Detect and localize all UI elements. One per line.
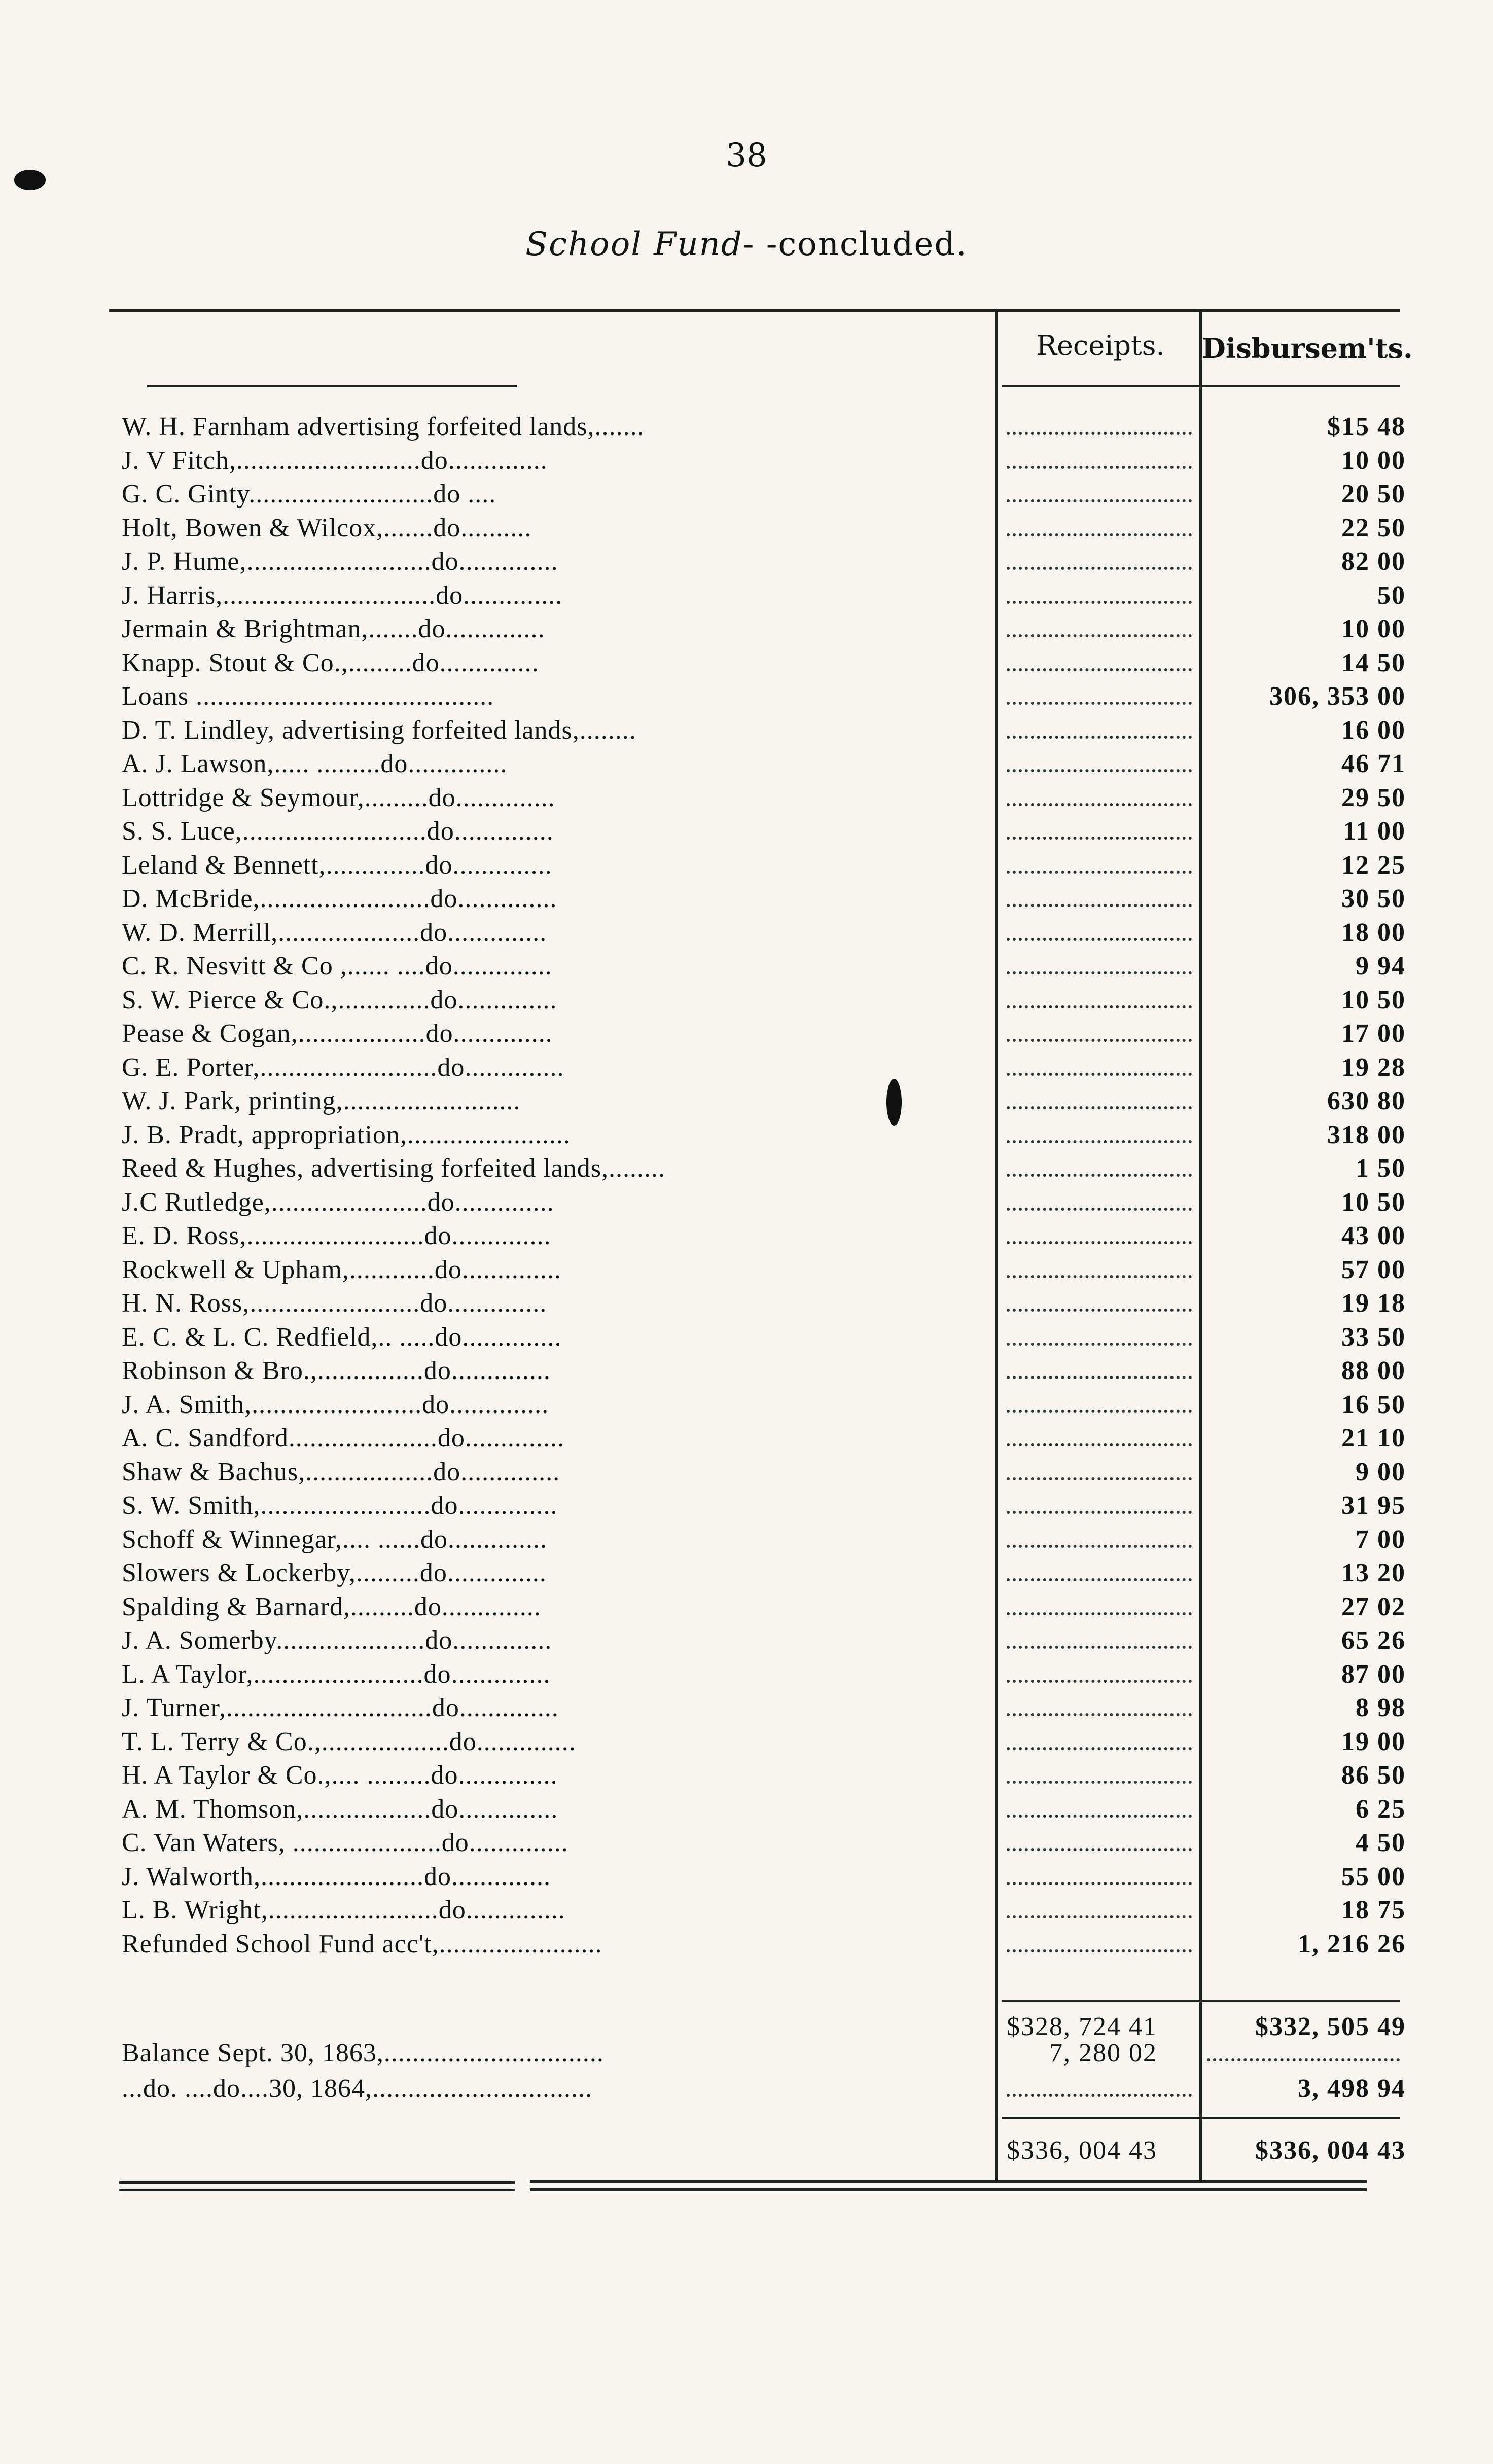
payee-name: Spalding & Barnard,.........do.............. [122,1592,541,1621]
disbursement-amount: 27 02 [1341,1592,1406,1621]
receipts-leader [1007,1376,1192,1379]
payee-name: C. Van Waters, .....................do.............. [122,1828,568,1857]
disbursement-amount: 1, 216 26 [1298,1929,1406,1959]
table-row [0,1794,1493,1828]
page-title [0,226,1493,263]
receipts-leader [1007,971,1192,974]
balance-receipts: 7, 280 02 [1049,2039,1157,2068]
receipts-leader [1007,1646,1192,1649]
receipts-leader [1007,1680,1192,1683]
disbursement-amount: 57 00 [1341,1255,1406,1284]
table-row [0,816,1493,850]
receipts-leader [1007,871,1192,874]
table-row [0,479,1493,513]
disbursement-amount: 318 00 [1327,1120,1406,1149]
receipts-leader [1007,1949,1192,1952]
receipts-leader [1007,1039,1192,1042]
receipts-leader [1007,1241,1192,1244]
disbursement-amount: 33 50 [1341,1322,1406,1352]
receipts-leader [1007,1410,1192,1413]
payee-name: Holt, Bowen & Wilcox,.......do.......... [122,513,532,542]
payee-name: L. B. Wright,........................do.............. [122,1896,565,1925]
closing-rule-right-2 [530,2188,1367,2191]
balance-label: Balance Sept. 30, 1863,............................... [122,2039,604,2068]
payee-name: E. D. Ross,.........................do.............. [122,1221,551,1250]
receipts-leader [1007,567,1192,570]
disbursement-amount: 19 18 [1341,1289,1406,1318]
table-row [0,1760,1493,1794]
receipts-leader [1007,1005,1192,1008]
disbursement-amount: 306, 353 00 [1269,682,1406,711]
receipts-leader [1007,1545,1192,1548]
payee-name: Refunded School Fund acc't,....................... [122,1929,602,1959]
payee-name: T. L. Terry & Co.,..................do.............. [122,1727,576,1756]
receipts-leader [1007,1747,1192,1750]
disbursement-amount: 16 00 [1341,715,1406,745]
payee-name: Loans .......................................... [122,682,494,711]
payee-name: J. A. Somerby.....................do.............. [122,1626,552,1655]
payee-name: J. P. Hume,..........................do.............. [122,547,558,576]
disbursement-amount: 8 98 [1356,1693,1406,1722]
disbursement-amount: 31 95 [1341,1491,1406,1520]
subtotal-rule [1002,2000,1400,2002]
table-row [0,1592,1493,1625]
payee-name: Lottridge & Seymour,.........do.............. [122,783,555,812]
table-row [0,1390,1493,1423]
disbursement-amount: 10 50 [1341,985,1406,1014]
table-row [0,1322,1493,1356]
disbursement-amount: 4 50 [1356,1828,1406,1857]
table-row [0,1255,1493,1288]
table-row [0,1558,1493,1591]
disbursement-amount: 19 00 [1341,1727,1406,1756]
balance-row [0,2074,1493,2107]
payee-name: Pease & Cogan,..................do.............. [122,1019,553,1048]
payee-name: J. A. Smith,........................do.............. [122,1390,549,1419]
receipts-leader [1007,1882,1192,1885]
payee-name: G. C. Ginty..........................do .... [122,480,496,509]
disbursement-amount: 43 00 [1341,1221,1406,1250]
disbursement-amount: 10 00 [1341,614,1406,643]
receipts-leader [1007,1848,1192,1851]
table-row [0,1625,1493,1659]
table-row [0,1659,1493,1693]
closing-rule-right-1 [530,2180,1367,2183]
disbursement-amount: 20 50 [1341,480,1406,509]
table-row [0,749,1493,782]
disbursement-amount: 21 10 [1341,1424,1406,1453]
receipts-leader [1007,769,1192,772]
payee-name: J.C Rutledge,......................do.............. [122,1187,554,1217]
disbursement-amount: 630 80 [1327,1086,1406,1115]
table-row [0,1221,1493,1254]
table-row [0,918,1493,951]
title-rest: - -concluded. [742,226,968,263]
balance-leader [1007,2094,1192,2097]
total-receipts: $336, 004 43 [1007,2136,1157,2165]
closing-rule-left-1 [119,2181,515,2184]
table-row [0,850,1493,884]
disbursement-amount: 6 25 [1356,1794,1406,1824]
payee-name: A. J. Lawson,..... .........do.............. [122,749,508,778]
table-row [0,1727,1493,1760]
disbursement-amount: 16 50 [1341,1390,1406,1419]
ink-blot [886,1079,902,1126]
table-row [0,1828,1493,1861]
payee-name: Shaw & Bachus,..................do.............. [122,1457,560,1487]
disbursement-amount: 18 75 [1341,1896,1406,1925]
payee-name: G. E. Porter,.........................do.............. [122,1053,564,1082]
payee-name: S. S. Luce,..........................do.............. [122,817,554,846]
payee-name: J. B. Pradt, appropriation,....................... [122,1120,571,1149]
receipts-leader [1007,1578,1192,1581]
receipts-leader [1007,938,1192,941]
receipts-leader [1007,1612,1192,1615]
receipts-leader [1007,634,1192,637]
disbursement-amount: 65 26 [1341,1626,1406,1655]
table-row [0,446,1493,479]
disbursement-amount: 18 00 [1341,918,1406,947]
disbursement-amount: 55 00 [1341,1862,1406,1891]
table-row [0,1423,1493,1457]
balance-disbursements: 3, 498 94 [1298,2074,1406,2103]
table-row [0,648,1493,681]
disbursement-amount: 1 50 [1356,1154,1406,1183]
table-row [0,884,1493,917]
receipts-leader [1007,1511,1192,1514]
payee-name: W. J. Park, printing,......................... [122,1086,521,1115]
balance-leader [1207,2058,1400,2061]
payee-name: Knapp. Stout & Co.,.........do.............. [122,648,539,677]
table-row [0,783,1493,816]
payee-name: D. McBride,........................do.............. [122,884,557,913]
receipts-leader [1007,668,1192,671]
payee-name: Jermain & Brightman,.......do.............. [122,614,545,643]
table-row [0,1929,1493,1963]
title-italic: School Fund [525,226,743,263]
payee-name: J. V Fitch,..........................do.............. [122,446,548,475]
receipts-leader [1007,803,1192,806]
table-row [0,614,1493,647]
payee-name: C. R. Nesvitt & Co ,...... ....do.............. [122,952,552,981]
table-row [0,951,1493,985]
table-row [0,581,1493,614]
disbursement-amount: 19 28 [1341,1053,1406,1082]
table-row [0,1120,1493,1153]
payee-name: W. D. Merrill,....................do.............. [122,918,547,947]
receipts-leader [1007,1174,1192,1177]
payee-name: Robinson & Bro.,...............do.............. [122,1356,551,1385]
disbursement-amount: 11 00 [1342,817,1406,846]
table-row [0,1288,1493,1322]
table-row [0,1153,1493,1187]
disbursement-amount: 50 [1377,581,1406,610]
table-row [0,1457,1493,1491]
payee-name: E. C. & L. C. Redfield,.. .....do.............. [122,1322,562,1352]
total-row [0,2135,1493,2169]
disbursement-amount: 30 50 [1341,884,1406,913]
disbursement-amount: 86 50 [1341,1761,1406,1790]
disbursement-amount: 10 00 [1341,446,1406,475]
receipts-leader [1007,1713,1192,1716]
receipts-leader [1007,1073,1192,1076]
payee-name: A. M. Thomson,..................do.............. [122,1794,558,1824]
ink-blot [14,170,46,190]
table-row [0,1693,1493,1726]
payee-name: H. N. Ross,........................do.............. [122,1289,547,1318]
payee-name: L. A Taylor,........................do.............. [122,1659,551,1689]
receipts-leader [1007,1208,1192,1211]
balance-label: ...do. ....do....30, 1864,............................... [122,2074,592,2103]
receipts-leader [1007,533,1192,536]
payee-name: Slowers & Lockerby,.........do.............. [122,1559,547,1587]
table-row [0,1053,1493,1086]
table-row [0,1356,1493,1389]
payee-name: J. Walworth,.......................do.............. [122,1862,551,1891]
receipts-leader [1007,432,1192,435]
payee-name: J. Turner,.............................do.............. [122,1693,559,1722]
receipts-leader [1007,1309,1192,1312]
disbursement-amount: 82 00 [1341,547,1406,576]
payee-name: Schoff & Winnegar,.... ......do.............. [122,1525,548,1554]
receipts-leader [1007,1343,1192,1346]
table-row [0,1187,1493,1221]
table-row [0,985,1493,1019]
total-top-rule [1002,2117,1400,2119]
payee-name: H. A Taylor & Co.,.... .........do.............. [122,1761,558,1790]
disbursement-amount: 87 00 [1341,1659,1406,1689]
disbursement-amount: 17 00 [1341,1019,1406,1048]
receipts-leader [1007,499,1192,502]
table-row [0,1895,1493,1929]
payee-name: J. Harris,..............................do.............. [122,581,563,610]
disbursement-amount: 9 94 [1356,952,1406,981]
receipts-leader [1007,736,1192,739]
receipts-leader [1007,904,1192,907]
header-rule-left [147,385,517,387]
receipts-header: Receipts. [1036,330,1165,361]
table-row [0,1862,1493,1895]
receipts-leader [1007,1275,1192,1278]
balance-row [0,2038,1493,2072]
payee-name: A. C. Sandford.....................do.............. [122,1424,564,1453]
receipts-leader [1007,1915,1192,1918]
payee-name: Leland & Bennett,..............do.............. [122,850,552,880]
table-row [0,1491,1493,1524]
disbursement-amount: 29 50 [1341,783,1406,812]
receipts-leader [1007,1443,1192,1446]
disbursement-amount: 46 71 [1341,749,1406,778]
disbursement-amount: $15 48 [1327,412,1406,441]
closing-rule-left-2 [119,2189,515,2191]
subtotal-receipts: $328, 724 41 [1007,2012,1157,2041]
table-row [0,513,1493,547]
receipts-leader [1007,601,1192,604]
disbursement-amount: 22 50 [1341,513,1406,542]
table-row [0,1019,1493,1052]
total-disbursements: $336, 004 43 [1255,2136,1406,2165]
receipts-leader [1007,466,1192,469]
page-number: 38 [726,137,767,174]
top-rule [109,309,1400,312]
payee-name: D. T. Lindley, advertising forfeited lands,........ [122,715,636,745]
receipts-leader [1007,702,1192,705]
payee-name: Reed & Hughes, advertising forfeited lands,........ [122,1154,665,1183]
receipts-leader [1007,1477,1192,1480]
table-row [0,1525,1493,1558]
disbursement-amount: 9 00 [1356,1457,1406,1487]
disbursement-amount: 12 25 [1341,850,1406,880]
disbursement-amount: 13 20 [1341,1559,1406,1587]
disbursement-amount: 10 50 [1341,1187,1406,1217]
disbursement-amount: 7 00 [1356,1525,1406,1554]
payee-name: S. W. Smith,........................do.............. [122,1491,558,1520]
disbursements-header: Disbursem'ts. [1202,332,1413,365]
receipts-leader [1007,1781,1192,1784]
table-row [0,412,1493,445]
table-row [0,547,1493,580]
payee-name: Rockwell & Upham,............do.............. [122,1255,561,1284]
receipts-leader [1007,1815,1192,1818]
table-row [0,681,1493,715]
disbursement-amount: 14 50 [1341,648,1406,677]
disbursement-amount: 88 00 [1341,1356,1406,1385]
receipts-leader [1007,837,1192,840]
payee-name: S. W. Pierce & Co.,.............do.............. [122,985,557,1014]
subtotal-disbursements: $332, 505 49 [1255,2012,1406,2041]
table-row [0,715,1493,749]
table-row [0,1086,1493,1119]
payee-name: W. H. Farnham advertising forfeited lands,....... [122,412,645,441]
receipts-leader [1007,1106,1192,1109]
receipts-leader [1007,1140,1192,1143]
